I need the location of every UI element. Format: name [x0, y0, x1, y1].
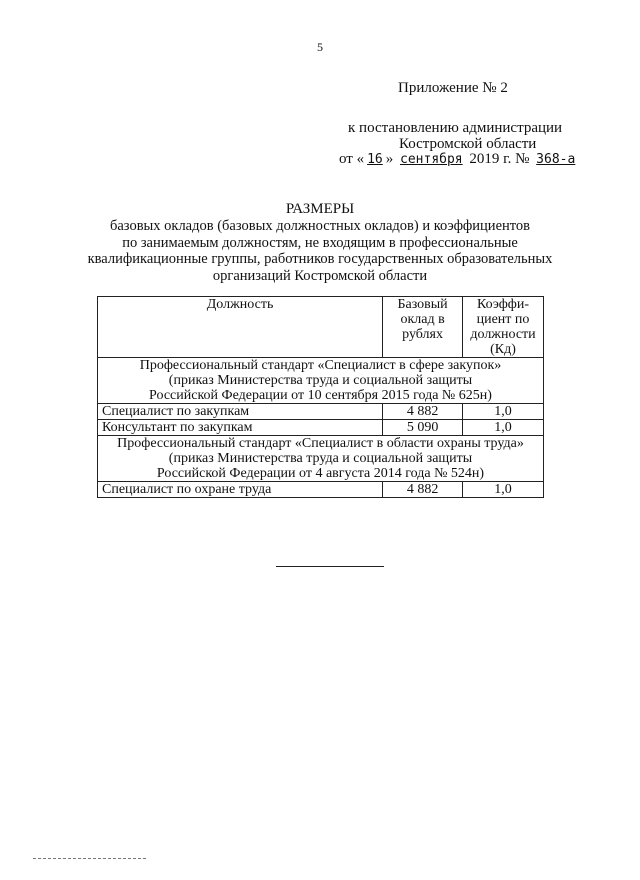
header-salary-line: рублях: [402, 327, 443, 342]
title-line: квалификационные группы, работников государственных образовательных: [87, 251, 553, 268]
title-line: базовых окладов (базовых должностных окладов) и коэффициентов: [109, 218, 531, 234]
date-prefix: от «: [339, 151, 365, 167]
section-row: [98, 358, 544, 404]
appendix-title: Приложение № 2: [398, 80, 508, 96]
header-position-label: Должность: [206, 297, 274, 312]
page-number: 5: [317, 40, 323, 54]
table-row: [98, 420, 544, 436]
document-title: [0, 200, 640, 284]
cell-position: Консультант по закупкам: [98, 420, 383, 436]
section-row: [98, 436, 544, 482]
date-month: сентября: [400, 152, 463, 167]
appendix-region: Костромской области: [399, 136, 537, 152]
document-number: 368-а: [536, 152, 576, 167]
table-header-row: [98, 297, 544, 358]
cell-coefficient: 1,0: [463, 420, 544, 436]
cell-coefficient: 1,0: [463, 404, 544, 420]
cell-salary: 4 882: [383, 482, 463, 498]
section-title: [98, 358, 544, 404]
date-year: 2019 г. №: [469, 151, 530, 167]
header-coef-line: циент по: [476, 312, 530, 327]
appendix-date-line: [339, 151, 578, 168]
table-row: [98, 404, 544, 420]
salary-table: [97, 296, 544, 498]
footer-divider: [33, 858, 146, 859]
appendix-reference: к постановлению администрации: [348, 120, 563, 136]
title-line: организаций Костромской области: [212, 267, 428, 284]
header-coefficient: [463, 297, 544, 358]
header-coef-line: Коэффи-: [477, 297, 529, 312]
section-title-line: (приказ Министерства труда и социальной защиты: [168, 373, 473, 388]
cell-salary: 4 882: [383, 404, 463, 420]
end-divider: [276, 566, 384, 567]
section-title-line: Российской Федерации от 4 августа 2014 года № 524н): [156, 466, 485, 481]
title-heading: РАЗМЕРЫ: [285, 201, 355, 217]
header-coef-line: должности: [470, 327, 536, 342]
cell-salary: 5 090: [383, 420, 463, 436]
table-row: [98, 482, 544, 498]
cell-coefficient: 1,0: [463, 482, 544, 498]
section-title: [98, 436, 544, 482]
section-title-line: Российской Федерации от 10 сентября 2015 года № 625н): [149, 388, 492, 403]
cell-position: Специалист по охране труда: [98, 482, 383, 498]
header-salary: [383, 297, 463, 358]
header-coef-line: (Кд): [490, 342, 516, 357]
cell-position: Специалист по закупкам: [98, 404, 383, 420]
section-title-line: Профессиональный стандарт «Специалист в сфере закупок»: [139, 358, 502, 373]
date-day: 16: [367, 152, 383, 167]
header-position: [98, 297, 383, 358]
date-mid: »: [385, 151, 394, 167]
section-title-line: Профессиональный стандарт «Специалист в области охраны труда»: [117, 436, 524, 451]
header-salary-line: Базовый: [397, 297, 448, 312]
header-salary-line: оклад в: [400, 312, 445, 327]
title-line: по занимаемым должностям, не входящим в профессиональные: [122, 234, 518, 251]
section-title-line: (приказ Министерства труда и социальной защиты: [168, 451, 473, 466]
